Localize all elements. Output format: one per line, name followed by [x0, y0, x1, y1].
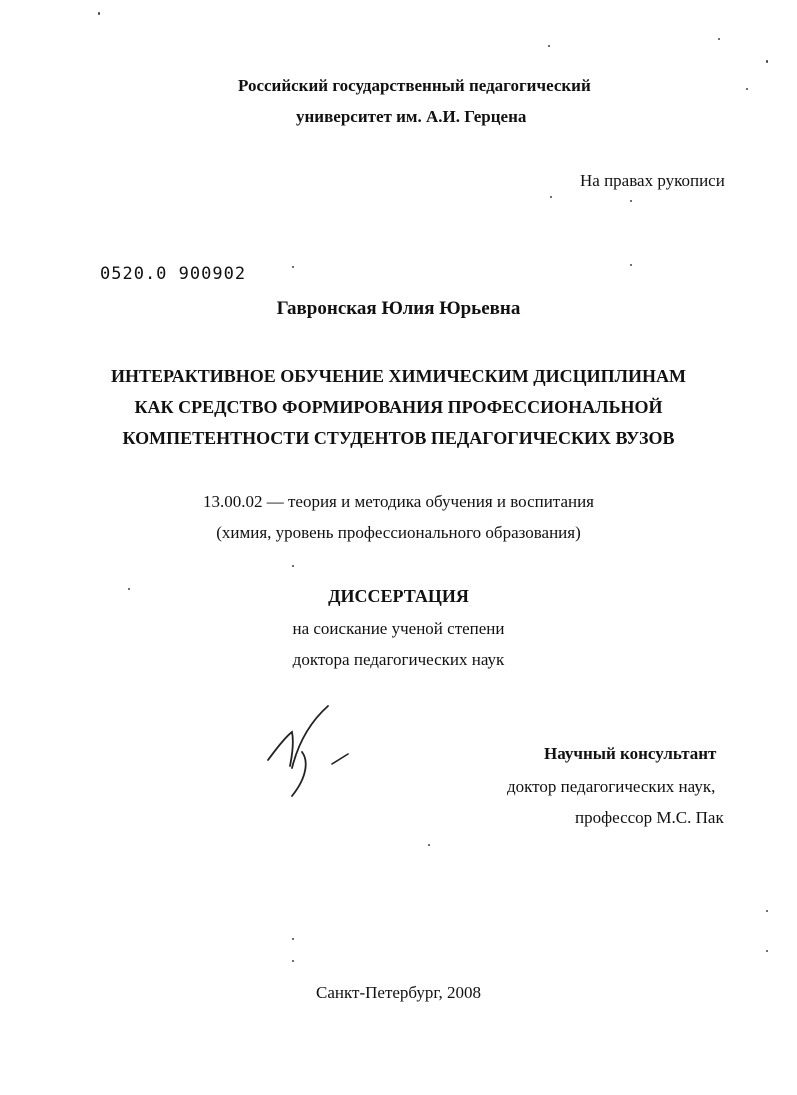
rights-note: На правах рукописи	[580, 171, 725, 190]
city-year: Санкт-Петербург, 2008	[316, 983, 481, 1002]
consultant-degree: доктор педагогических наук,	[507, 777, 716, 796]
scan-speck	[718, 38, 720, 40]
scan-speck	[128, 588, 130, 590]
degree-line-2: доктора педагогических наук	[292, 650, 505, 669]
scan-speck	[746, 88, 748, 90]
university-line-1: Российский государственный педагогический	[238, 76, 591, 95]
specialty-line-2: (химия, уровень профессионального образования)	[216, 523, 581, 542]
scan-speck	[630, 264, 632, 266]
scan-speck	[766, 60, 768, 63]
specialty-line-1: 13.00.02 — теория и методика обучения и воспитания	[202, 492, 595, 511]
author-signature	[262, 704, 362, 804]
degree-line-1: на соискание ученой степени	[292, 619, 505, 638]
scan-speck	[428, 844, 430, 846]
scan-speck	[548, 45, 550, 47]
scan-speck	[292, 960, 294, 962]
title-line-3: КОМПЕТЕНТНОСТИ СТУДЕНТОВ ПЕДАГОГИЧЕСКИХ ВУЗОВ	[122, 428, 675, 448]
scan-speck	[292, 938, 294, 940]
scan-speck	[766, 910, 768, 912]
scan-speck	[292, 565, 294, 567]
title-line-2: КАК СРЕДСТВО ФОРМИРОВАНИЯ ПРОФЕССИОНАЛЬНОЙ	[134, 397, 663, 417]
scan-speck	[550, 196, 552, 198]
consultant-heading: Научный консультант	[544, 744, 717, 763]
catalog-code: 0520.0 900902	[100, 264, 247, 284]
university-line-2: университет им. А.И. Герцена	[296, 107, 527, 126]
scan-speck	[630, 200, 632, 202]
document-type: ДИССЕРТАЦИЯ	[328, 586, 469, 606]
scan-speck	[766, 950, 768, 952]
consultant-name: профессор М.С. Пак	[575, 808, 724, 827]
scan-speck	[292, 266, 294, 268]
title-line-1: ИНТЕРАКТИВНОЕ ОБУЧЕНИЕ ХИМИЧЕСКИМ ДИСЦИПЛИНАМ	[110, 366, 686, 386]
scan-speck	[98, 12, 100, 15]
author-name: Гавронская Юлия Юрьевна	[276, 298, 521, 319]
